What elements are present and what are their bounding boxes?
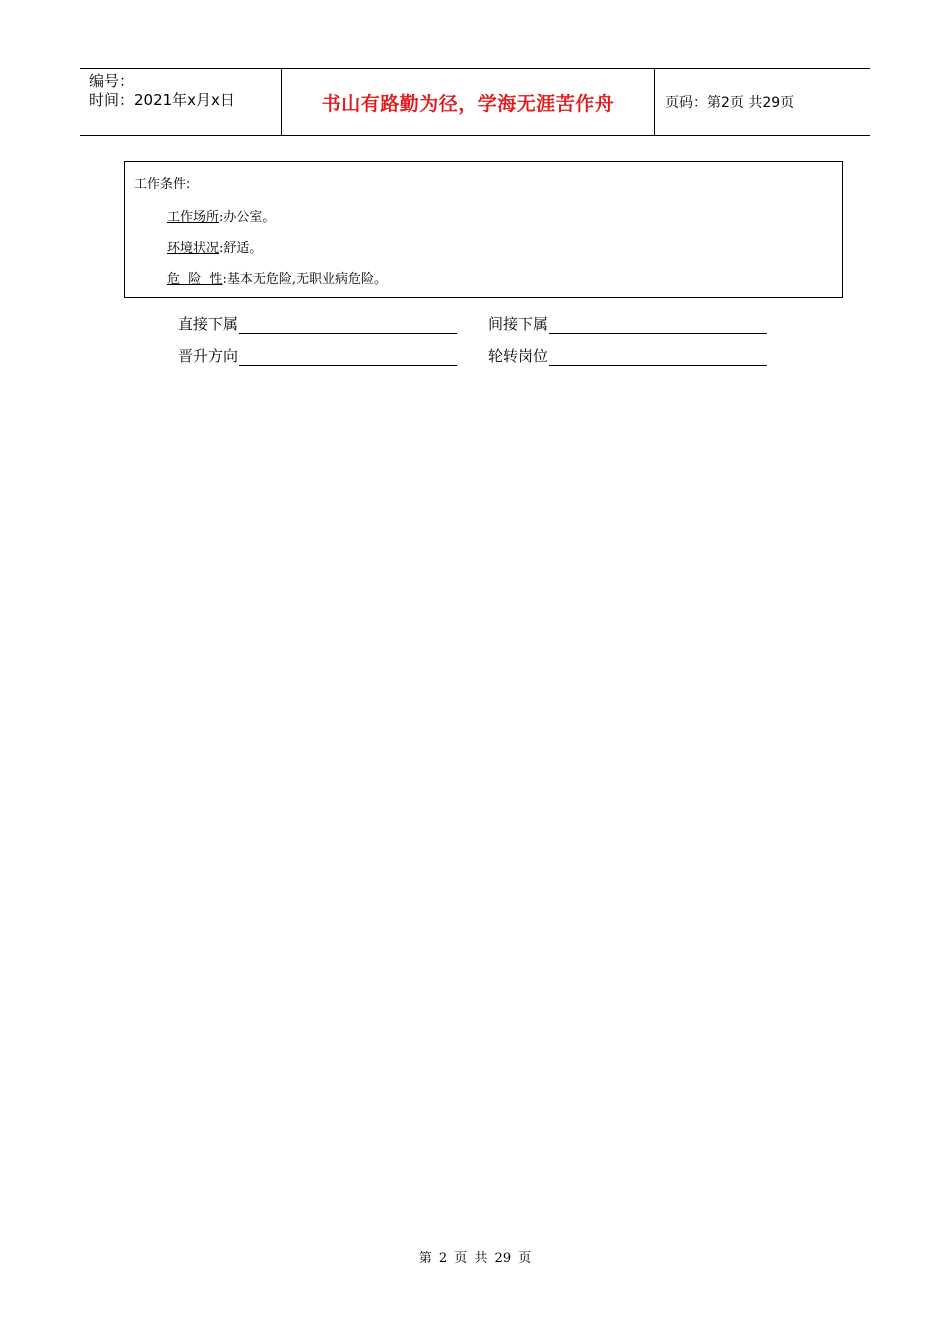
header-meta xyxy=(80,69,282,135)
rotation-position-label: 轮转岗位 xyxy=(488,347,549,365)
condition-value: :基本无危险,无职业病危险。 xyxy=(222,272,388,287)
page-number-label: 页码：第2页 共29页 xyxy=(665,95,795,111)
direct-subordinate-field xyxy=(178,313,457,334)
code-label: 编号： xyxy=(89,72,135,90)
condition-row-environment xyxy=(167,237,262,256)
promotion-direction-blank[interactable] xyxy=(239,349,457,366)
page-header xyxy=(80,68,870,136)
work-conditions-title: 工作条件: xyxy=(134,177,191,192)
condition-row-risk xyxy=(167,268,387,287)
condition-row-workplace xyxy=(167,206,275,225)
direct-subordinate-label: 直接下属 xyxy=(178,315,239,333)
indirect-subordinate-blank[interactable] xyxy=(549,317,767,334)
condition-key: 危 险 性 xyxy=(167,272,223,287)
condition-value: :办公室。 xyxy=(219,210,276,225)
indirect-subordinate-label: 间接下属 xyxy=(488,315,549,333)
time-label: 时间：2021年x月x日 xyxy=(89,91,235,109)
rotation-position-field xyxy=(488,345,767,366)
rotation-position-blank[interactable] xyxy=(549,349,767,366)
motto-text: 书山有路勤为径，学海无涯苦作舟 xyxy=(321,92,615,115)
page-footer: 第 2 页 共 29 页 xyxy=(418,1251,532,1266)
header-motto-cell xyxy=(282,69,655,135)
work-conditions-box xyxy=(124,161,843,298)
promotion-direction-field xyxy=(178,345,457,366)
header-page-cell xyxy=(655,69,870,135)
indirect-subordinate-field xyxy=(488,313,767,334)
condition-value: :舒适。 xyxy=(219,241,263,256)
condition-key: 工作场所 xyxy=(167,210,220,225)
direct-subordinate-blank[interactable] xyxy=(239,317,457,334)
promotion-direction-label: 晋升方向 xyxy=(178,347,239,365)
condition-key: 环境状况 xyxy=(167,241,220,256)
